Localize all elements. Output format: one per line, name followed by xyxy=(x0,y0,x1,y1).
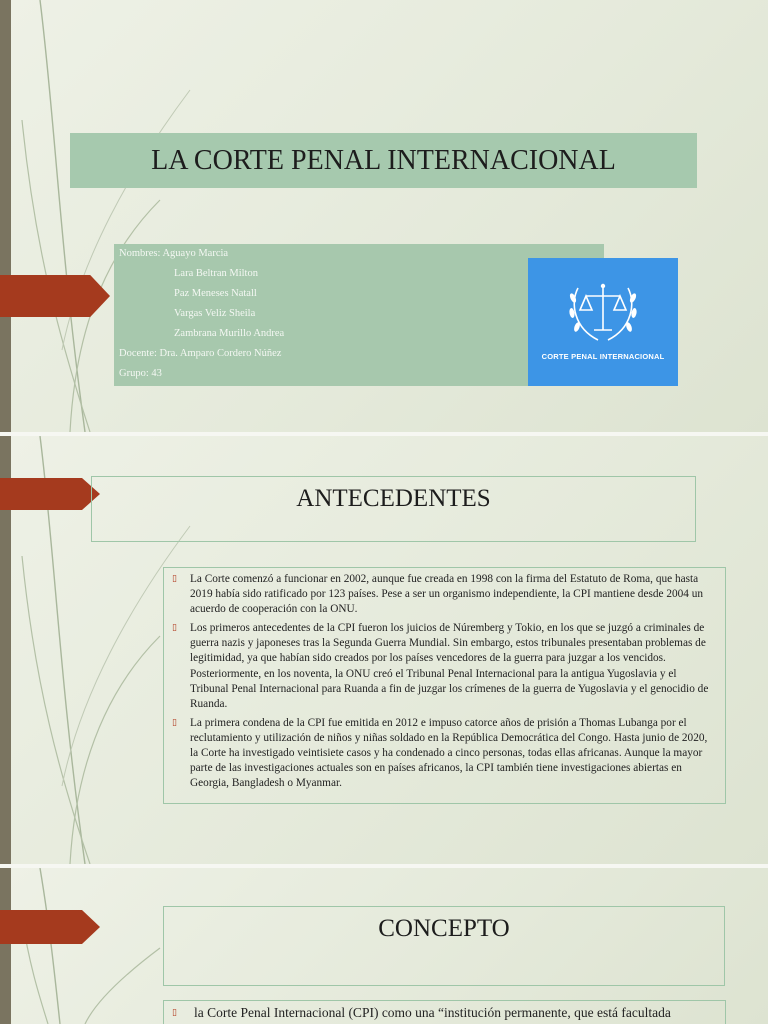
scales-of-justice-icon xyxy=(528,258,678,348)
bullet-text: Los primeros antecedentes de la CPI fueron los juicios de Núremberg y Tokio, en los que se juzgó a criminales de guerra nazis y japoneses tras la Segunda Guerra Mundial. Sin embargo, estos tribunales presentaban problemas de legitimidad, ya que habían sido creados por los países vencedores de la guerra para juzgar a los vencidos. Posteriormente, en los noventa, la ONU creó el Tribunal Penal Internacional para la antigua Yugoslavia y el Tribunal Penal Internacional para Ruanda a fin de juzgar los crímenes de la guerra de Yugoslavia y el genocidio de Ruanda. xyxy=(190,622,709,710)
section-title-box xyxy=(91,476,696,542)
bullet-text: La Corte comenzó a funcionar en 2002, aunque fue creada en 1998 con la firma del Estatuto de Roma, que hasta 2019 había sido ratificado por 123 países. Pese a ser un organismo independiente, la CPI mantiene desde 2004 un acuerdo de cooperación con la ONU. xyxy=(190,573,704,616)
names-line: Vargas Veliz Sheila xyxy=(174,308,256,319)
title-box xyxy=(70,133,697,188)
names-line: Zambrana Murillo Andrea xyxy=(174,328,285,339)
accent-arrow xyxy=(0,478,100,510)
bullet-marker-icon: ▯ xyxy=(172,574,177,584)
bullet-item xyxy=(164,716,717,791)
slide-2 xyxy=(0,436,768,864)
section-title-box xyxy=(163,906,725,986)
concepto-content xyxy=(163,1000,726,1024)
logo-text: CORTE PENAL INTERNACIONAL xyxy=(541,352,665,361)
bullet-marker-icon: ▯ xyxy=(172,623,177,634)
page-title: LA CORTE PENAL INTERNACIONAL xyxy=(151,144,616,176)
bullet-marker-icon: ▯ xyxy=(172,717,177,728)
names-line: Paz Meneses Natall xyxy=(174,288,257,299)
cpi-logo xyxy=(528,258,678,386)
bullet-item xyxy=(164,1004,717,1022)
accent-arrow xyxy=(0,910,100,944)
section-title: CONCEPTO xyxy=(378,915,510,942)
bullet-item xyxy=(164,621,717,712)
antecedentes-content xyxy=(163,567,726,804)
section-title: ANTECEDENTES xyxy=(296,485,491,512)
slide-3 xyxy=(0,868,768,1024)
accent-arrow xyxy=(0,275,110,317)
grupo-line: Grupo: 43 xyxy=(119,368,162,379)
docente-line: Docente: Dra. Amparo Cordero Núñez xyxy=(119,348,282,359)
bullet-text: la Corte Penal Internacional (CPI) como una “institución permanente, que está facultada xyxy=(194,1005,671,1020)
bullet-item xyxy=(164,572,717,617)
names-line: Lara Beltran Milton xyxy=(174,268,258,279)
bullet-marker-icon: ▯ xyxy=(172,1008,177,1018)
bullet-text: La primera condena de la CPI fue emitida en 2012 e impuso catorce años de prisión a Thomas Lubanga por el reclutamiento y utilización de niños y niñas soldado en la República Democrática del Congo. Hasta junio de 2020, la Corte ha investigado veintisiete casos y ha condenado a cinco personas, todas ellas africanas. Aunque la mayor parte de las investigaciones actuales son en países africanos, la CPI también tiene investigaciones abiertas en Georgia, Bangladesh o Myanmar. xyxy=(190,716,708,790)
slide-1 xyxy=(0,0,768,432)
names-line: Nombres: Aguayo Marcia xyxy=(119,248,229,259)
